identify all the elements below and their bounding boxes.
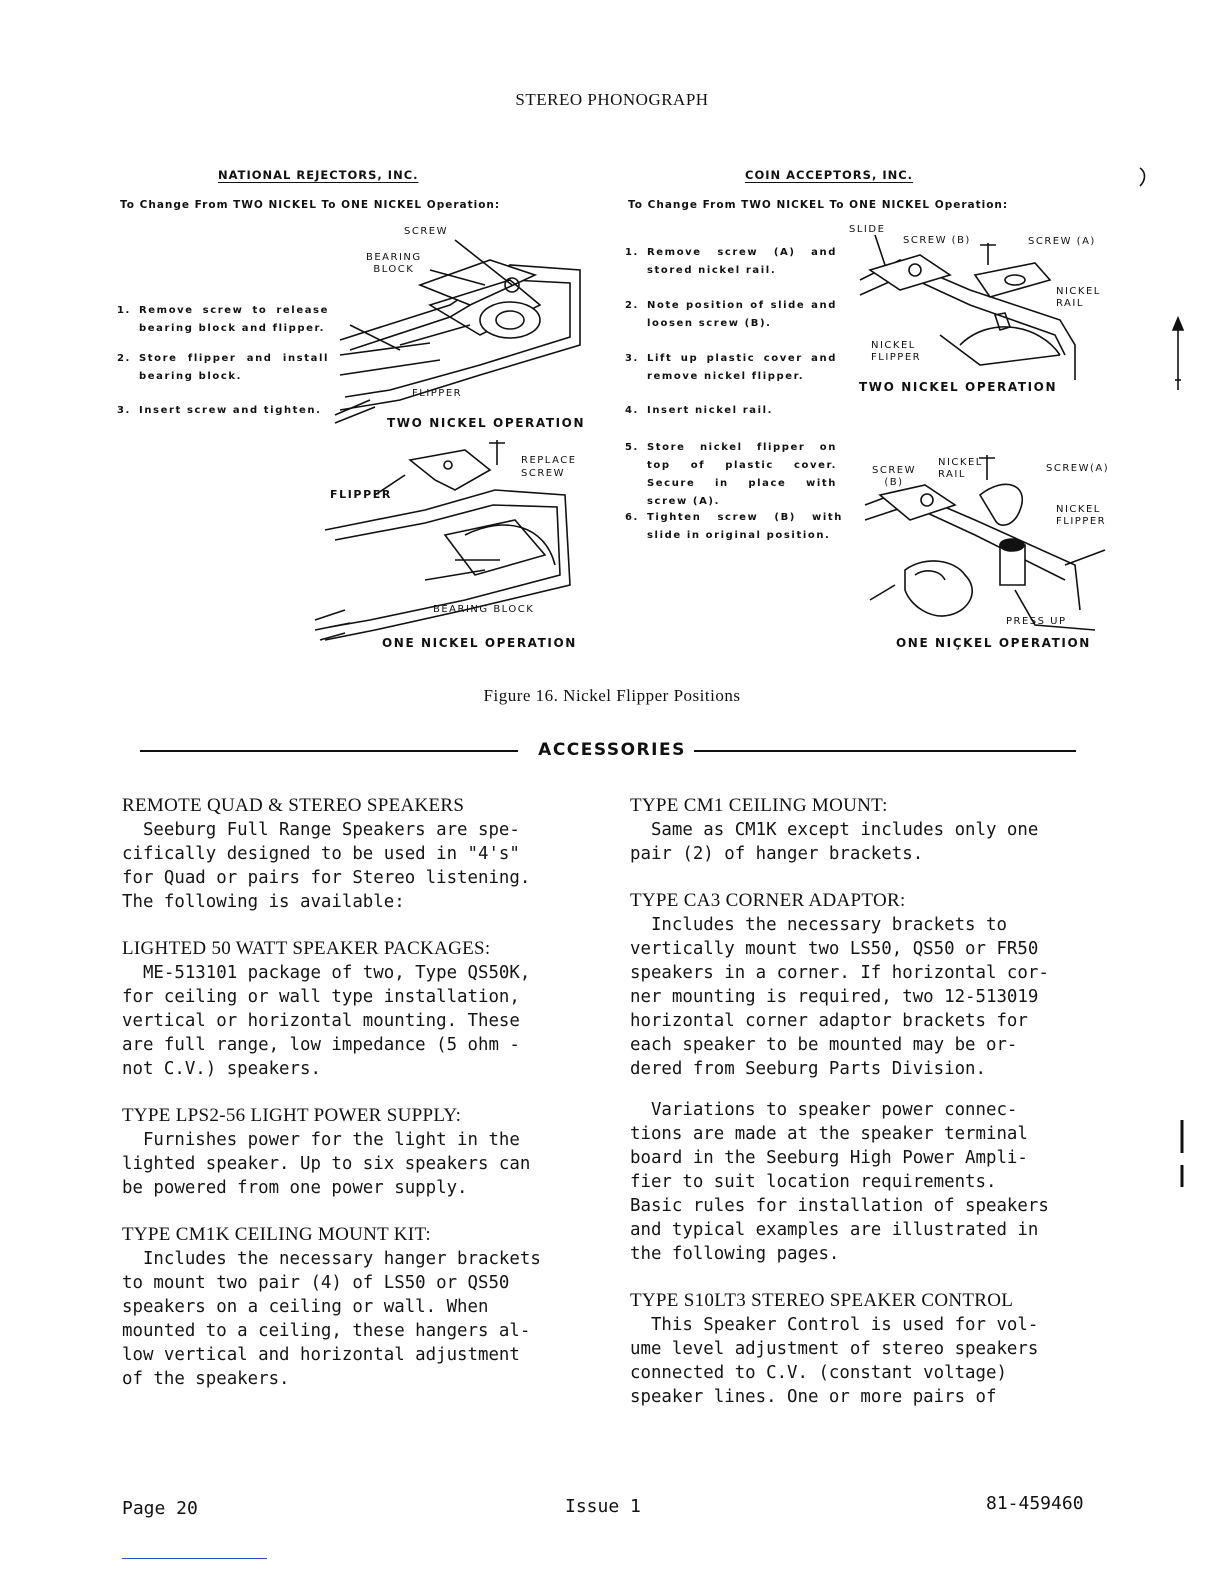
body-line: vertical or horizontal mounting. These xyxy=(122,1011,520,1031)
step-number: 3. xyxy=(625,353,639,364)
label-two-nickel-operation-right: TWO NICKEL OPERATION xyxy=(859,380,1058,394)
body-line: not C.V.) speakers. xyxy=(122,1059,321,1079)
body-line: vertically mount two LS50, QS50 or FR50 xyxy=(630,939,1039,959)
step-number: 2. xyxy=(117,353,131,364)
body-line: This Speaker Control is used for vol- xyxy=(630,1315,1039,1335)
body-line: The following is available: xyxy=(122,892,405,912)
section-corner-adaptor xyxy=(630,889,1114,1081)
body-line: speakers in a corner. If horizontal cor- xyxy=(630,963,1049,983)
body-line: speaker lines. One or more pairs of xyxy=(630,1387,997,1407)
footer-page-number: Page 20 xyxy=(122,1498,198,1519)
body-line: of the speakers. xyxy=(122,1369,290,1389)
label-nickel-flipper: NICKEL FLIPPER xyxy=(871,340,922,363)
label-screw-a-2: SCREW(A) xyxy=(1046,463,1110,474)
step-text: Lift up plastic cover and remove nickel flipper. xyxy=(647,353,837,382)
body-line: Furnishes power for the light in the xyxy=(122,1130,520,1150)
section-light-power-supply xyxy=(122,1104,602,1200)
label-slide: SLIDE xyxy=(849,224,886,235)
body-line: ume level adjustment of stereo speakers xyxy=(630,1339,1039,1359)
label-one-nickel-operation-left: ONE NICKEL OPERATION xyxy=(382,636,577,650)
section-ceiling-mount xyxy=(630,794,1114,866)
section-title: TYPE LPS2-56 LIGHT POWER SUPPLY: xyxy=(122,1105,462,1126)
body-line: board in the Seeburg High Power Ampli- xyxy=(630,1148,1028,1168)
step-number: 4. xyxy=(625,405,639,416)
body-line: ner mounting is required, two 12-513019 xyxy=(630,987,1039,1007)
step-text: Store nickel flipper on top of plastic cover. Secure in place with screw (A). xyxy=(647,442,837,507)
left-step-2 xyxy=(117,350,329,390)
footer-doc-number: 81-459460 xyxy=(986,1493,1084,1514)
right-text-column xyxy=(630,794,1114,1409)
step-text: Store flipper and install bearing block. xyxy=(139,353,329,382)
section-stereo-speaker-control xyxy=(630,1289,1114,1409)
label-screw: SCREW xyxy=(404,226,448,237)
label-bearing-block-bottom: BEARING BLOCK xyxy=(433,604,535,615)
step-text: Note position of slide and loosen screw (B). xyxy=(647,300,837,329)
body-line: fier to suit location requirements. xyxy=(630,1172,997,1192)
margin-marks xyxy=(1130,150,1190,510)
right-step-1 xyxy=(625,244,839,284)
body-line: speakers on a ceiling or wall. When xyxy=(122,1297,489,1317)
label-nickel-flipper-2: NICKEL FLIPPER xyxy=(1056,504,1107,527)
body-line: are full range, low impedance (5 ohm - xyxy=(122,1035,520,1055)
section-lighted-speaker-packages xyxy=(122,937,602,1081)
step-text: Remove screw to release bearing block and flipper. xyxy=(139,305,329,334)
label-screw-b: SCREW (B) xyxy=(903,235,971,246)
step-number: 2. xyxy=(625,300,639,311)
step-number: 3. xyxy=(117,405,131,416)
step-text: Remove screw (A) and stored nickel rail. xyxy=(647,247,837,276)
label-flipper-top: FLIPPER xyxy=(412,388,463,399)
section-title: TYPE CM1 CEILING MOUNT: xyxy=(630,795,888,816)
body-line: Variations to speaker power connec- xyxy=(630,1100,1018,1120)
body-line: for ceiling or wall type installation, xyxy=(122,987,520,1007)
body-line: dered from Seeburg Parts Division. xyxy=(630,1059,986,1079)
body-line: tions are made at the speaker terminal xyxy=(630,1124,1028,1144)
step-number: 1. xyxy=(625,247,639,258)
body-line: Includes the necessary hanger brackets xyxy=(122,1249,541,1269)
label-flipper-bottom: FLIPPER xyxy=(330,488,392,501)
body-line: each speaker to be mounted may be or- xyxy=(630,1035,1018,1055)
step-text: Insert screw and tighten. xyxy=(139,405,322,416)
section-title: TYPE CM1K CEILING MOUNT KIT: xyxy=(122,1224,431,1245)
step-number: 6. xyxy=(625,512,639,523)
body-line: be powered from one power supply. xyxy=(122,1178,468,1198)
label-screw-b-2: SCREW (B) xyxy=(872,465,916,488)
label-nickel-rail: NICKEL RAIL xyxy=(1056,286,1101,309)
body-line: horizontal corner adaptor brackets for xyxy=(630,1011,1028,1031)
body-line: and typical examples are illustrated in xyxy=(630,1220,1039,1240)
section-speaker-power-variations xyxy=(630,1098,1114,1266)
section-title: LIGHTED 50 WATT SPEAKER PACKAGES: xyxy=(122,938,491,959)
body-line: low vertical and horizontal adjustment xyxy=(122,1345,520,1365)
margin-marks-lower xyxy=(1170,1115,1190,1195)
left-figure-subheading: To Change From TWO NICKEL To ONE NICKEL Operation: xyxy=(120,199,501,211)
body-line: connected to C.V. (constant voltage) xyxy=(630,1363,1007,1383)
right-step-6 xyxy=(625,509,845,549)
body-line: Same as CM1K except includes only one xyxy=(630,820,1039,840)
accessories-heading: ACCESSORIES xyxy=(538,740,686,760)
body-line: to mount two pair (4) of LS50 or QS50 xyxy=(122,1273,510,1293)
label-press-up: PRESS UP xyxy=(1006,616,1067,627)
label-two-nickel-operation-left: TWO NICKEL OPERATION xyxy=(387,416,586,430)
label-one-nickel-operation-right: ONE NIÇKEL OPERATION xyxy=(896,636,1091,650)
footer-issue: Issue 1 xyxy=(565,1496,641,1517)
right-step-2 xyxy=(625,297,839,337)
figure-caption: Figure 16. Nickel Flipper Positions xyxy=(483,686,741,705)
label-screw-a: SCREW (A) xyxy=(1028,236,1096,247)
body-line: cifically designed to be used in "4's" xyxy=(122,844,520,864)
right-step-5 xyxy=(625,439,839,507)
page-header-title: STEREO PHONOGRAPH xyxy=(515,90,709,109)
left-text-column xyxy=(122,794,602,1391)
body-line: for Quad or pairs for Stereo listening. xyxy=(122,868,531,888)
label-bearing-block: BEARING BLOCK xyxy=(366,252,422,275)
body-line: Seeburg Full Range Speakers are spe- xyxy=(122,820,520,840)
divider-right xyxy=(694,750,1076,752)
body-line: mounted to a ceiling, these hangers al- xyxy=(122,1321,531,1341)
step-number: 5. xyxy=(625,442,639,453)
left-figure-heading: NATIONAL REJECTORS, INC. xyxy=(218,168,419,182)
left-step-1 xyxy=(117,302,329,342)
step-text: Tighten screw (B) with slide in original position. xyxy=(647,512,843,541)
body-line: pair (2) of hanger brackets. xyxy=(630,844,924,864)
body-line: ME-513101 package of two, Type QS50K, xyxy=(122,963,531,983)
right-figure-subheading: To Change From TWO NICKEL To ONE NICKEL Operation: xyxy=(628,199,1009,211)
body-line: Includes the necessary brackets to xyxy=(630,915,1007,935)
section-remote-speakers xyxy=(122,794,602,914)
footer-underline-mark xyxy=(122,1558,267,1559)
body-line: the following pages. xyxy=(630,1244,840,1264)
right-figure-heading: COIN ACCEPTORS, INC. xyxy=(745,168,914,182)
left-step-3 xyxy=(117,402,337,422)
right-step-3 xyxy=(625,350,839,390)
right-step-4 xyxy=(625,402,839,422)
body-line: Basic rules for installation of speakers xyxy=(630,1196,1049,1216)
label-nickel-rail-2: NICKEL RAIL xyxy=(938,457,983,480)
label-replace-screw: REPLACE SCREW xyxy=(521,455,577,479)
step-number: 1. xyxy=(117,305,131,316)
section-title: TYPE S10LT3 STEREO SPEAKER CONTROL xyxy=(630,1290,1014,1311)
body-line: lighted speaker. Up to six speakers can xyxy=(122,1154,531,1174)
section-ceiling-mount-kit xyxy=(122,1223,602,1391)
section-title: REMOTE QUAD & STEREO SPEAKERS xyxy=(122,795,465,816)
step-text: Insert nickel rail. xyxy=(647,405,774,416)
section-title: TYPE CA3 CORNER ADAPTOR: xyxy=(630,890,906,911)
